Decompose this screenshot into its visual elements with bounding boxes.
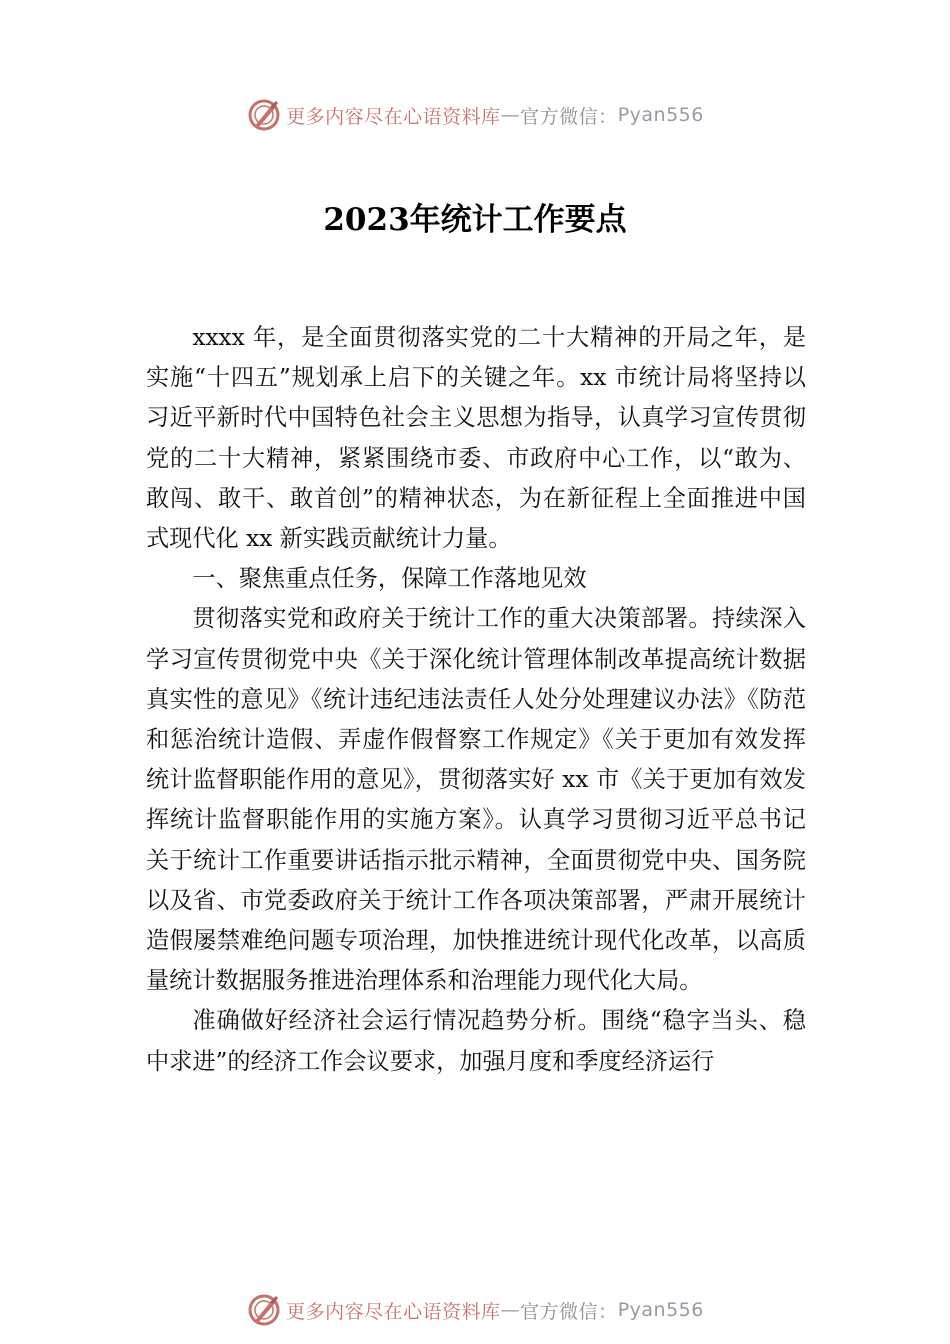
footer-watermark xyxy=(0,1290,950,1330)
watermark-sub-text: 官方微信： xyxy=(520,105,618,128)
header-watermark xyxy=(0,95,950,135)
quill-seal-icon xyxy=(246,1292,282,1328)
watermark-wechat-id: Pyan556 xyxy=(617,1299,704,1321)
watermark-dash: — xyxy=(500,104,521,126)
watermark-dash: — xyxy=(500,1299,521,1321)
watermark-wechat-id: Pyan556 xyxy=(617,104,704,126)
watermark-main-text: 更多内容尽在心语资料库 xyxy=(286,105,501,128)
quill-seal-icon xyxy=(246,97,282,133)
watermark-sub-text: 官方微信： xyxy=(520,1300,618,1323)
body-paragraph: 贯彻落实党和政府关于统计工作的重大决策部署。持续深入学习宣传贯彻党中央《关于深化统计管理体制改革提高统计数据真实性的意见》《统计违纪违法责任人处分处理建议办法》《防范和惩治统计造假、弄虚作假督察工作规定》《关于更加有效发挥统计监督职能作用的意见》，贯彻落实好 xx 市《关于更加有效发挥统计监督职能作用的实施方案》。认真学习贯彻习近平总书记关于统计工作重要讲话指示批示精神，全面贯彻党中央、国务院以及省、市党委政府关于统计工作各项决策部署，严肃开展统计造假屡禁难绝问题专项治理，加快推进统计现代化改革，以高质量统计数据服务推进治理体系和治理能力现代化大局。 xyxy=(146,605,806,995)
section-heading: 一、聚焦重点任务，保障工作落地见效 xyxy=(192,565,587,593)
watermark-main-text: 更多内容尽在心语资料库 xyxy=(286,1300,501,1323)
document-title: 2023年统计工作要点 xyxy=(323,202,627,238)
body-paragraph: 准确做好经济社会运行情况趋势分析。围绕“稳字当头、稳中求进”的经济工作会议要求，加强月度和季度经济运行 xyxy=(146,1007,806,1075)
intro-paragraph: xxxx 年，是全面贯彻落实党的二十大精神的开局之年，是实施“十四五”规划承上启下的关键之年。xx 市统计局将坚持以习近平新时代中国特色社会主义思想为指导，认真学习宣传贯彻党的二十大精神，紧紧围绕市委、市政府中心工作，以“敢为、敢闯、敢干、敢首创”的精神状态，为在新征程上全面推进中国式现代化 xx 新实践贡献统计力量。 xyxy=(146,324,806,553)
document-body xyxy=(146,318,806,1082)
